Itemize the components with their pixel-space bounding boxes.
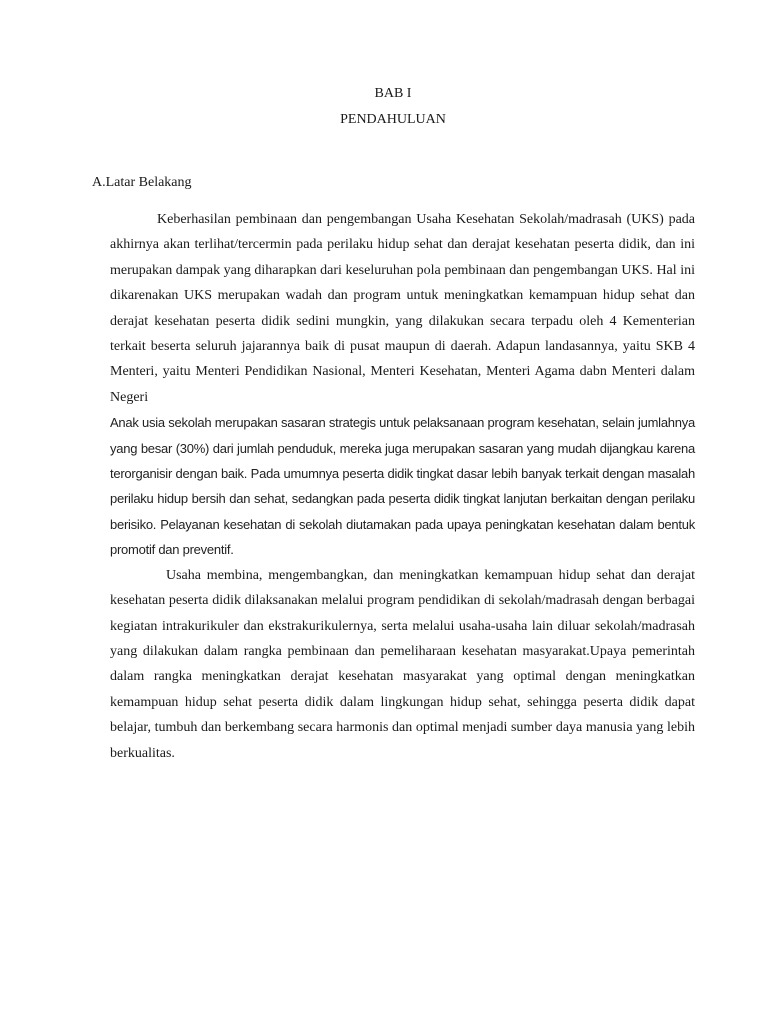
chapter-title: PENDAHULUAN [340, 112, 446, 127]
section-heading: A.Latar Belakang [92, 175, 192, 190]
chapter-number: BAB I [374, 86, 412, 101]
paragraph-3: Usaha membina, mengembangkan, dan meningkatkan kemampuan hidup sehat dan derajat kesehatan peserta didik dilaksanakan melalui program pendidikan di sekolah/madrasah dengan berbagai kegiatan intrakurikuler dan ekstrakurikulernya, serta melalui usaha-usaha lain diluar sekolah/madrasah yang dilakukan dalam rangka pembinaan dan pemeliharaan kesehatan masyarakat.Upaya pemerintah dalam rangka meningkatkan derajat kesehatan masyarakat yang optimal dengan meningkatkan kemampuan hidup sehat peserta didik dalam lingkungan hidup sehat, sehingga peserta didik dapat belajar, tumbuh dan berkembang secara harmonis dan optimal menjadi sumber daya manusia yang lebih berkualitas. [110, 567, 695, 761]
paragraph-2: Anak usia sekolah merupakan sasaran strategis untuk pelaksanaan program kesehatan, selain jumlahnya yang besar (30%) dari jumlah penduduk, mereka juga merupakan sasaran yang mudah dijangkau karena terorganisir dengan baik. Pada umumnya peserta didik tingkat dasar lebih banyak terkait dengan masalah perilaku hidup bersih dan sehat, sedangkan pada peserta didik tingkat lanjutan berkaitan dengan perilaku berisiko. Pelayanan kesehatan di sekolah diutamakan pada upaya peningkatan kesehatan dalam bentuk promotif dan preventif. [110, 415, 695, 558]
paragraph-1: Keberhasilan pembinaan dan pengembangan Usaha Kesehatan Sekolah/madrasah (UKS) pada akhirnya akan terlihat/tercermin pada perilaku hidup sehat dan derajat kesehatan peserta didik, dan ini merupakan dampak yang diharapkan dari keseluruhan pola pembinaan dan pengembangan UKS. Hal ini dikarenakan UKS merupakan wadah dan program untuk meningkatkan kemampuan hidup sehat dan derajat kesehatan peserta didik sedini mungkin, yang dilakukan secara terpadu oleh 4 Kementerian terkait beserta seluruh jajarannya baik di pusat maupun di daerah. Adapun landasannya, yaitu SKB 4 Menteri, yaitu Menteri Pendidikan Nasional, Menteri Kesehatan, Menteri Agama dabn Menteri dalam Negeri [110, 212, 695, 405]
body-text [110, 207, 695, 766]
